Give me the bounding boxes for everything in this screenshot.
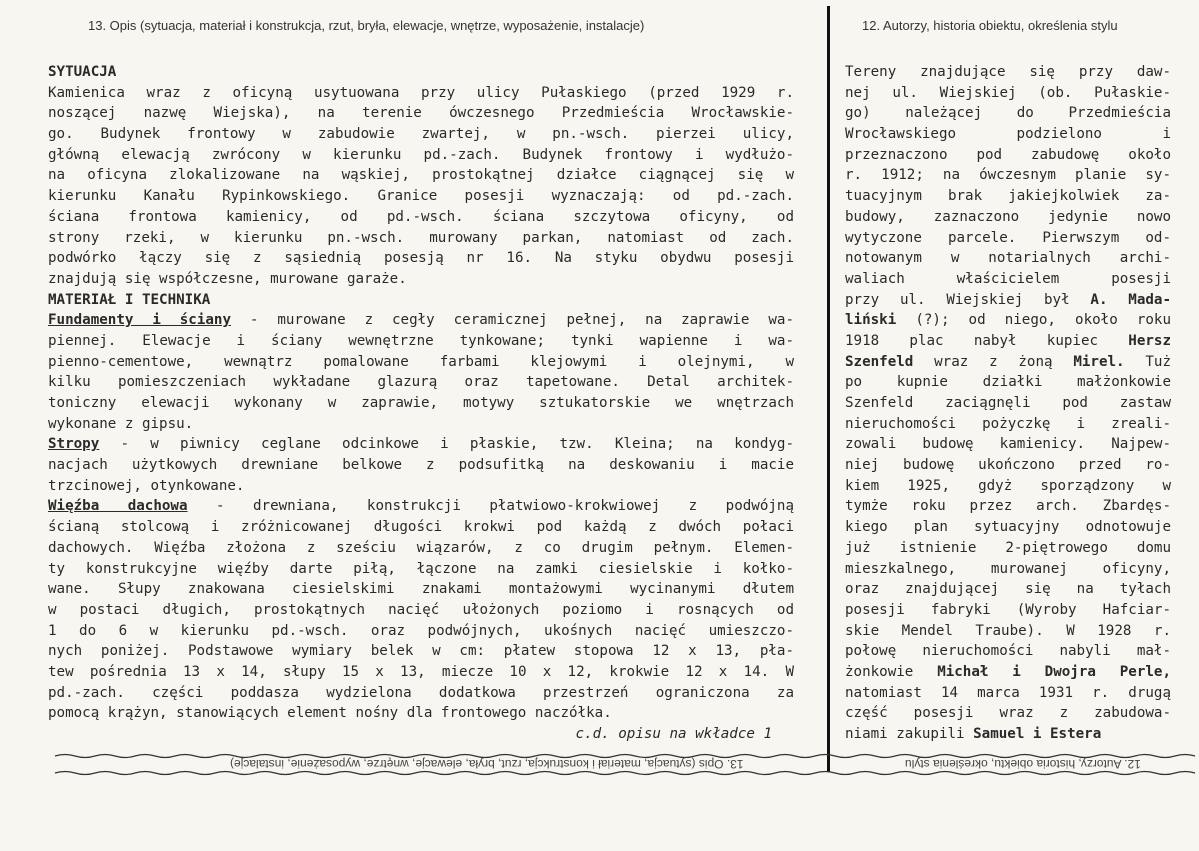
roof-label: Więźba dachowa <box>48 498 188 515</box>
foundations-text <box>48 331 794 434</box>
history-line: nieruchomości pożyczkę i zreali- <box>845 415 1171 432</box>
history-line: wytyczone parcele. Pierwszym od- <box>845 229 1171 246</box>
situation-line: go. Budynek frontowy w zabudowie zwartej, w pn.-wsch. pierzei ulicy, <box>48 126 794 143</box>
description-column <box>48 62 794 745</box>
situation-text <box>48 83 794 290</box>
situation-line: główną elewacją zwrócony w kierunku pd.-zach. Budynek frontowy i wydłużo- <box>48 146 794 163</box>
ceilings-first-line <box>48 434 794 455</box>
history-line: żonkowie Michał i Dwojra Perle, <box>845 663 1172 680</box>
continuation-note: c.d. opisu na wkładce 1 <box>575 726 772 742</box>
history-line: Szenfeld wraz z żoną Mirel. Tuż <box>845 353 1171 370</box>
history-line: 1918 plac nabył kupiec Hersz <box>845 332 1171 349</box>
foundations-line: kilku pomieszczeniach wykładane glazurą oraz tapetowane. Detal architek- <box>48 374 794 391</box>
history-line: kiem 1925, gdyż sporządzony w <box>845 477 1171 494</box>
history-line: skie Mendel Traube). W 1928 r. <box>845 622 1171 639</box>
column-divider <box>827 6 830 772</box>
roof-text <box>48 517 794 724</box>
mirrored-header-left: 13. Opis (sytuacja, materiał i konstrukcja, rzut, bryła, elewacje, wnętrze, wyposażenie, instalacje) <box>230 757 744 771</box>
header-left-title: 13. Opis (sytuacja, materiał i konstrukcja, rzut, bryła, elewacje, wnętrze, wyposażenie, instalacje) <box>88 18 645 33</box>
history-line: Szenfeld zaciągnęli pod zastaw <box>845 395 1171 411</box>
foundations-first-line <box>48 310 794 331</box>
history-line: już istnienie 2-piętrowego domu <box>845 539 1171 556</box>
history-text <box>845 62 1171 745</box>
situation-line: ściana frontowa kamienicy, od pd.-wsch. ściana szczytowa oficyny, od <box>48 208 794 225</box>
history-line: natomiast 14 marca 1931 r. drugą <box>845 684 1171 701</box>
situation-line: znajdują się współczesne, murowane garaże. <box>48 270 407 287</box>
history-line: nej ul. Wiejskiej (ob. Pułaskie- <box>845 84 1171 101</box>
situation-line: strony rzeki, w kierunku pn.-wsch. murowany parkan, natomiast od zach. <box>48 229 794 246</box>
history-line: notowanym w notarialnych archi- <box>845 250 1171 267</box>
foundations-label: Fundamenty i ściany <box>48 312 232 329</box>
roof-line: w postaci długich, prostokątnych nacięć ułożonych poziomo i rosnących od <box>48 601 794 618</box>
history-line: mieszkalnego, murowanej oficyny, <box>845 560 1171 577</box>
roof-line: dachowych. Więźba złożona z sześciu wiązarów, z co drugim pełnym. Elemen- <box>48 539 794 556</box>
situation-line: Kamienica wraz z oficyną usytuowana przy ulicy Pułaskiego (przed 1929 r. <box>48 84 794 101</box>
history-line: przy ul. Wiejskiej był A. Mada- <box>845 291 1171 308</box>
foundations-line: piennej. Elewacje i ściany wewnętrzne tynkowane; tynki wapienne i wa- <box>48 332 794 349</box>
history-line: niami zakupili Samuel i Estera <box>845 726 1102 742</box>
history-line: posesji fabryki (Wyroby Hafciar- <box>845 601 1171 618</box>
foundations-line: wykonane z gipsu. <box>48 415 194 432</box>
history-line: połowę nieruchomości nabyli mał- <box>845 643 1171 660</box>
situation-line: podwórko łączy się z sąsiednią posesją nr 16. Na styku obydwu posesji <box>48 250 794 267</box>
situation-line: na oficyna zlokalizowane na wąskiej, prostokątnej działce ciągnącej się w <box>48 167 794 184</box>
history-line: tuacyjnym brak jakiejkolwiek za- <box>845 188 1171 205</box>
ceilings-text <box>48 455 794 496</box>
foundations-line: toniczny elewacji wykonany w zaprawie, motywy sztukatorskie we wnętrzach <box>48 395 794 411</box>
roof-line: ścianą stolcową i zróżnicowanej długości krokwi pod każdą z dwóch połaci <box>48 519 794 536</box>
history-line: budowy, zaznaczono jedynie nowo <box>845 208 1171 225</box>
roof-first-text: - drewniana, konstrukcji płatwiowo-krokwiowej z podwójną <box>187 498 794 515</box>
ceilings-first-text: - w piwnicy ceglane odcinkowe i płaskie, tzw. Kleina; na kondyg- <box>99 436 794 453</box>
history-line: tymże roku przez arch. Zbardęs- <box>845 498 1171 515</box>
roof-line: tew pośrednia 13 x 14, słupy 15 x 13, miecze 10 x 12, krokwie 12 x 14. W <box>48 663 794 680</box>
situation-heading: SYTUACJA <box>48 64 117 80</box>
history-line: go) należącej do Przedmieścia <box>845 105 1171 122</box>
foundations-first-text: - murowane z cegły ceramicznej pełnej, na zaprawie wa- <box>231 312 794 329</box>
roof-line: pd.-zach. części poddasza wydzielona dodatkowa przestrzeń ograniczona za <box>48 684 794 701</box>
roof-line: wane. Słupy znakowana ciesielskimi znakami montażowymi wycinanymi dłutem <box>48 581 794 598</box>
situation-line: noszącej nazwę Wiejska), na terenie ówczesnego Przedmieścia Wrocławskie- <box>48 105 794 122</box>
roof-first-line <box>48 496 794 517</box>
history-line: liński (?); od niego, około roku <box>845 312 1171 329</box>
history-line: część posesji wraz z zabudowa- <box>845 705 1171 722</box>
ceilings-label: Stropy <box>48 436 100 453</box>
history-line: zowali budowę kamienicy. Najpew- <box>845 436 1171 453</box>
roof-line: nych poniżej. Podstawowe wymiary belek w cm: płatew stopowa 12 x 13, pła- <box>48 643 794 660</box>
history-line: niej budowę ukończono przed ro- <box>845 457 1171 474</box>
material-heading: MATERIAŁ I TECHNIKA <box>48 291 211 308</box>
history-line: r. 1912; na ówczesnym planie sy- <box>845 167 1171 184</box>
history-line: po kupnie działki małżonkowie <box>845 374 1171 391</box>
history-line: kiego plan sytuacyjny odnotowuje <box>845 519 1171 536</box>
ceilings-line: trzcinowej, otynkowane. <box>48 477 245 494</box>
header-right-title: 12. Autorzy, historia obiektu, określenia stylu <box>862 18 1118 33</box>
history-line: Tereny znajdujące się przy daw- <box>845 64 1171 80</box>
roof-line: ty konstrukcyjne więźby darte piłą, łączone na zamki ciesielskie i kołko- <box>48 560 794 577</box>
mirrored-header-right: 12. Autorzy, historia obiektu, określenia stylu <box>905 757 1141 771</box>
ceilings-line: nacjach użytkowych drewniane belkowe z podsufitką na deskowaniu i macie <box>48 457 794 474</box>
roof-line: 1 do 6 w kierunku pd.-wsch. oraz podwójnych, ukośnych nacięć umieszczo- <box>48 622 794 639</box>
history-line: przeznaczono pod zabudowę około <box>845 146 1171 163</box>
history-line: Wrocławskiego podzielono i <box>845 126 1171 143</box>
history-column <box>845 62 1171 745</box>
foundations-line: pienno-cementowe, wewnątrz pomalowane farbami klejowymi i olejnymi, w <box>48 353 794 370</box>
roof-line: pomocą krążyn, stanowiących element nośny dla frontowego naczółka. <box>48 705 612 722</box>
history-line: waliach właścicielem posesji <box>845 270 1171 287</box>
situation-line: kierunku Kanału Rypinkowskiego. Granice posesji wyznaczają: od pd.-zach. <box>48 188 794 205</box>
history-line: oraz znajdującej się na tyłach <box>845 581 1171 598</box>
